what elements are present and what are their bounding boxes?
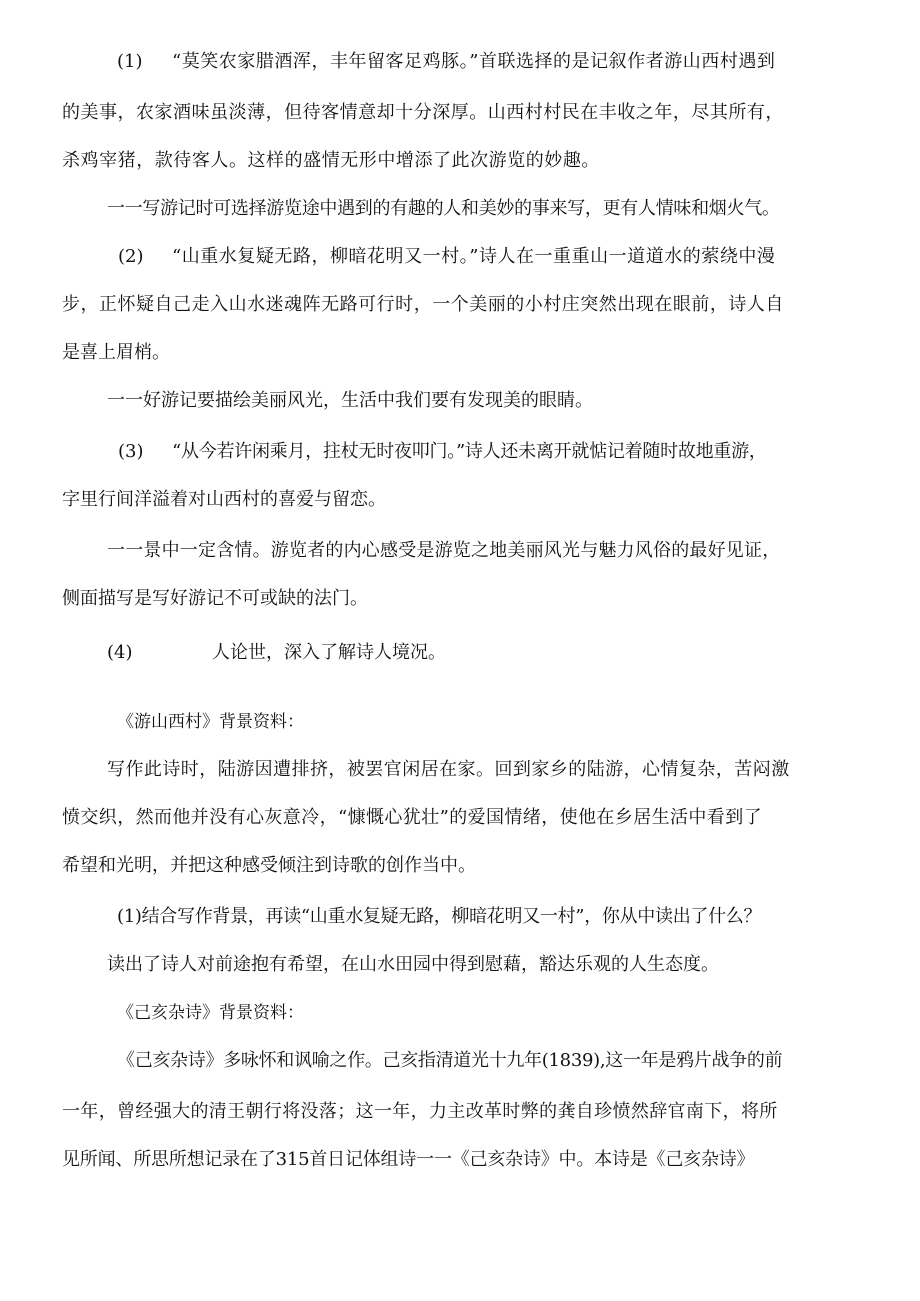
section-1-line-3: 杀鸡宰猪，款待客人。这样的盛情无形中增添了此次游览的妙趣。: [62, 150, 600, 171]
section-2-note: 一一好游记要描绘美丽风光，生活中我们要有发现美的眼睛。: [107, 390, 593, 411]
section-2-line-1: “山重水复疑无路，柳暗花明又一村。”诗人在一重重山一道道水的萦绕中漫: [172, 246, 776, 267]
section-1-number: (1): [117, 51, 143, 72]
section-3-line-1: “从今若许闲乘月，拄杖无时夜叩门。”诗人还未离开就惦记着随时故地重游，: [172, 441, 767, 462]
background-2-title: 《己亥杂诗》背景资料：: [117, 1003, 304, 1023]
background-2-line-2: 一年，曾经强大的清王朝行将没落；这一年，力主改革时弊的龚自珍愤然辞官南下，将所: [62, 1101, 778, 1122]
section-1-line-2: 的美事，农家酒味虽淡薄，但待客情意却十分深厚。山西村村民在丰收之年，尽其所有，: [62, 102, 784, 123]
section-2-line-2: 步，正怀疑自己走入山水迷魂阵无路可行时，一个美丽的小村庄突然出现在眼前，诗人自: [62, 294, 784, 315]
section-1-line-1: “莫笑农家腊酒浑，丰年留客足鸡豚。”首联选择的是记叙作者游山西村遇到: [172, 51, 776, 72]
background-2-line-1: 《己亥杂诗》多咏怀和讽喻之作。己亥指清道光十九年(1839),这一年是鸦片战争的前: [117, 1050, 783, 1071]
section-1-note: 一一写游记时可选择游览途中遇到的有趣的人和美妙的事来写，更有人情味和烟火气。: [107, 198, 780, 219]
section-3-note-1: 一一景中一定含情。游览者的内心感受是游览之地美丽风光与魅力风俗的最好见证，: [107, 540, 781, 561]
background-1-title: 《游山西村》背景资料：: [117, 712, 304, 732]
background-1-question: (1)结合写作背景，再读“山重水复疑无路，柳暗花明又一村”，你从中读出了什么？: [117, 906, 762, 927]
section-4-number: (4): [107, 642, 133, 663]
section-3-number: (3): [118, 441, 144, 462]
section-3-note-2: 侧面描写是写好游记不可或缺的法门。: [62, 588, 368, 609]
background-1-line-1: 写作此诗时，陆游因遭排挤，被罢官闲居在家。回到家乡的陆游，心情复杂，苦闷激: [107, 759, 790, 780]
section-2-number: (2): [118, 246, 144, 267]
background-2-line-3: 见所闻、所思所想记录在了315首日记体组诗一一《己亥杂诗》中。本诗是《己亥杂诗》: [62, 1149, 755, 1170]
section-2-line-3: 是喜上眉梢。: [62, 342, 170, 363]
background-1-answer: 读出了诗人对前途抱有希望，在山水田园中得到慰藉，豁达乐观的人生态度。: [107, 954, 719, 975]
background-1-line-2: 愤交织，然而他并没有心灰意冷，“慷慨心犹壮”的爱国情绪，使他在乡居生活中看到了: [62, 807, 763, 828]
background-1-line-3: 希望和光明，并把这种感受倾注到诗歌的创作当中。: [62, 855, 476, 876]
section-3-line-2: 字里行间洋溢着对山西村的喜爱与留恋。: [62, 489, 386, 510]
section-4-text: 人论世，深入了解诗人境况。: [212, 642, 446, 663]
